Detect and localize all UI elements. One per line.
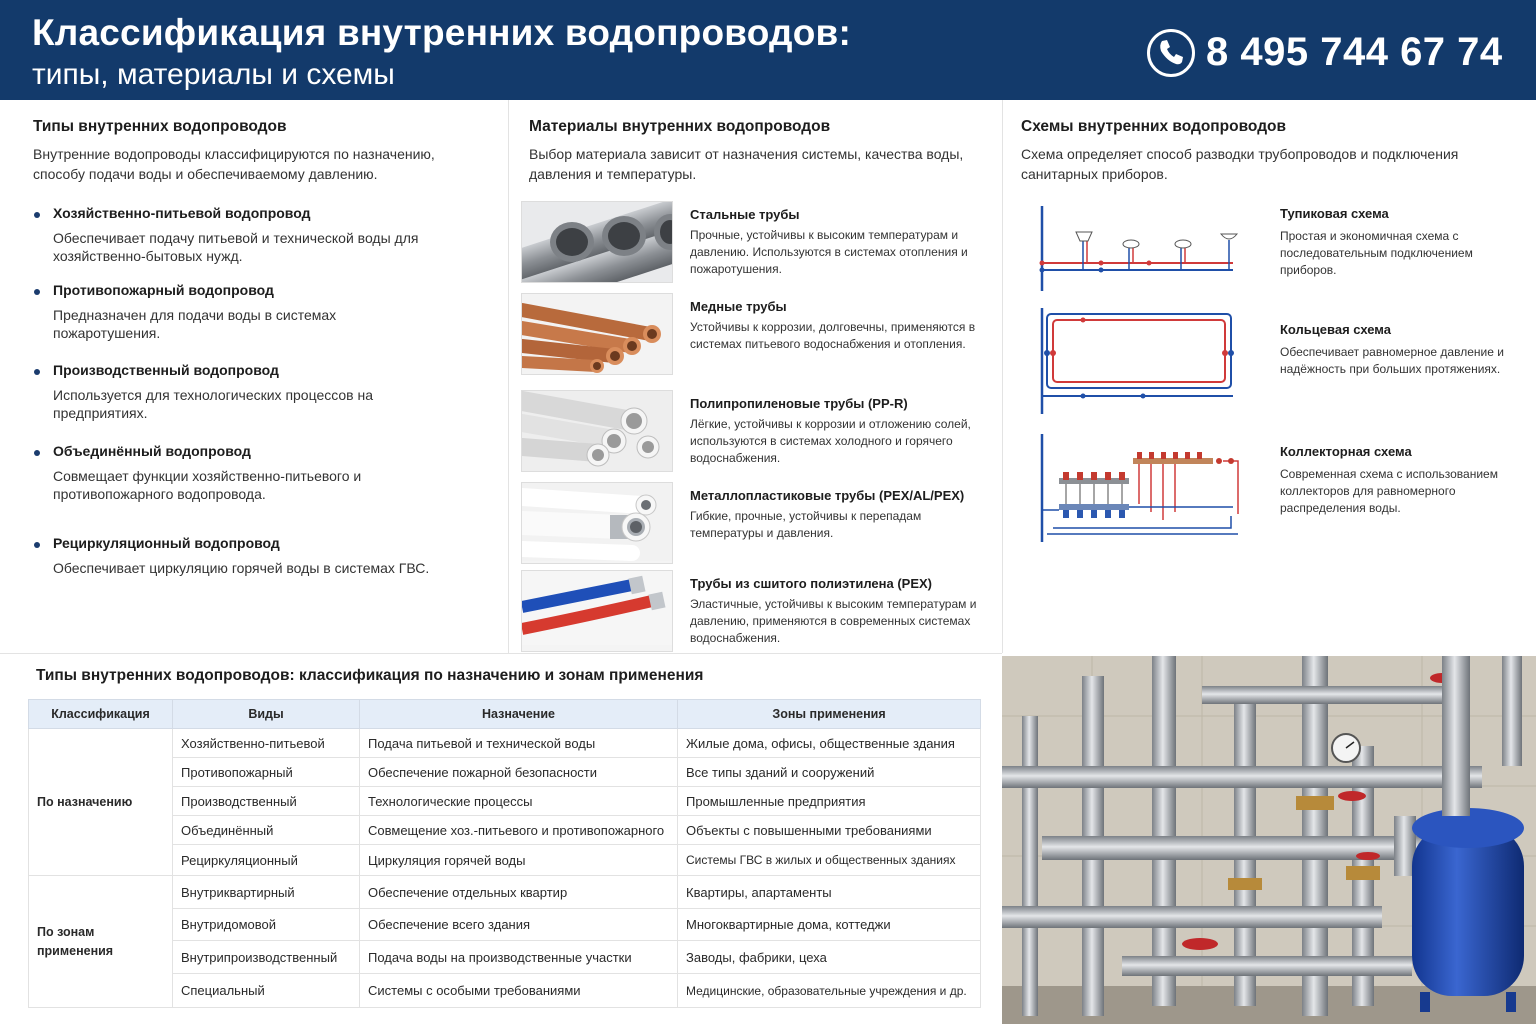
type-name: Противопожарный водопровод xyxy=(53,282,274,298)
schemes-section-intro: Схема определяет способ разводки трубопроводов и подключения санитарных приборов. xyxy=(1021,146,1459,182)
material-name: Стальные трубы xyxy=(690,207,800,222)
table-cell: Подача питьевой и технической воды xyxy=(360,729,678,758)
phone-icon xyxy=(1146,28,1196,78)
type-desc: Обеспечивает подачу питьевой и технической воды для хозяйственно-бытовых нужд. xyxy=(53,230,419,264)
type-name: Рециркуляционный водопровод xyxy=(53,535,280,551)
material-desc: Гибкие, прочные, устойчивы к перепадам температуры и давления. xyxy=(690,509,922,540)
classification-table xyxy=(28,699,981,1008)
material-item xyxy=(521,201,991,285)
copper-pipes-image xyxy=(521,293,673,375)
group-label: По зонам применения xyxy=(29,876,173,1008)
table-cell: Объединённый xyxy=(173,816,360,845)
collector-scheme-diagram xyxy=(1033,434,1245,544)
table-cell: Системы с особыми требованиями xyxy=(360,974,678,1008)
table-cell: Многоквартирные дома, коттеджи xyxy=(678,909,981,941)
steel-pipes-image xyxy=(521,201,673,283)
materials-section-intro: Выбор материала зависит от назначения системы, качества воды, давления и температуры. xyxy=(529,146,964,182)
table-cell: Медицинские, образовательные учреждения и др. xyxy=(678,974,981,1008)
table-row xyxy=(29,729,981,758)
material-name: Медные трубы xyxy=(690,299,787,314)
types-section-title: Типы внутренних водопроводов xyxy=(33,118,287,135)
bullet-icon xyxy=(34,212,40,218)
type-desc: Совмещает функции хозяйственно-питьевого и противопожарного водопровода. xyxy=(53,468,362,502)
table-cell: Хозяйственно-питьевой xyxy=(173,729,360,758)
bullet-icon xyxy=(34,450,40,456)
type-desc: Обеспечивает циркуляцию горячей воды в системах ГВС. xyxy=(53,560,430,576)
table-cell: Внутриквартирный xyxy=(173,876,360,909)
types-section xyxy=(0,100,508,653)
page-title: Классификация внутренних водопроводов: xyxy=(32,12,851,53)
table-cell: Рециркуляционный xyxy=(173,845,360,876)
scheme-name: Коллекторная схема xyxy=(1280,444,1412,459)
table-cell: Противопожарный xyxy=(173,758,360,787)
type-name: Хозяйственно-питьевой водопровод xyxy=(53,205,311,221)
table-cell: Специальный xyxy=(173,974,360,1008)
scheme-desc: Современная схема с использованием коллекторов для равномерного распределения воды. xyxy=(1280,467,1498,515)
column-header: Виды xyxy=(173,700,360,729)
polypropylene-pipes-image xyxy=(521,390,673,472)
material-name: Полипропиленовые трубы (PP-R) xyxy=(690,396,908,411)
table-cell: Все типы зданий и сооружений xyxy=(678,758,981,787)
table-cell: Промышленные предприятия xyxy=(678,787,981,816)
scheme-desc: Обеспечивает равномерное давление и надёжность при больших протяжениях. xyxy=(1280,345,1504,376)
type-name: Объединённый водопровод xyxy=(53,443,251,459)
scheme-name: Кольцевая схема xyxy=(1280,322,1391,337)
metal-plastic-pipes-image xyxy=(521,482,673,564)
table-cell: Жилые дома, офисы, общественные здания xyxy=(678,729,981,758)
materials-section xyxy=(508,100,1002,653)
material-desc: Прочные, устойчивы к высоким температурам и давлению. Используются в системах отопления и пожаротушения. xyxy=(690,228,968,276)
materials-section-title: Материалы внутренних водопроводов xyxy=(529,118,831,135)
material-desc: Устойчивы к коррозии, долговечны, применяются в системах питьевого водоснабжения и отопления. xyxy=(690,320,976,351)
material-name: Металлопластиковые трубы (PEX/AL/PEX) xyxy=(690,488,965,503)
group-label: По назначению xyxy=(29,729,173,876)
material-item xyxy=(521,570,991,654)
column-header: Классификация xyxy=(29,700,173,729)
table-cell: Внутридомовой xyxy=(173,909,360,941)
material-name: Трубы из сшитого полиэтилена (PEX) xyxy=(690,576,933,591)
table-cell: Системы ГВС в жилых и общественных зданиях xyxy=(678,845,981,876)
table-cell: Обеспечение всего здания xyxy=(360,909,678,941)
scheme-name: Тупиковая схема xyxy=(1280,206,1389,221)
bullet-icon xyxy=(34,542,40,548)
table-cell: Обеспечение отдельных квартир xyxy=(360,876,678,909)
boiler-room-photo xyxy=(1002,656,1536,1024)
column-header: Назначение xyxy=(360,700,678,729)
types-section-intro: Внутренние водопроводы классифицируются по назначению, способу подачи воды и обеспечиваемому давлению. xyxy=(33,146,435,182)
table-title: Типы внутренних водопроводов: классификация по назначению и зонам применения xyxy=(36,667,704,684)
table-cell: Квартиры, апартаменты xyxy=(678,876,981,909)
table-cell: Подача воды на производственные участки xyxy=(360,941,678,974)
type-desc: Используется для технологических процессов на предприятиях. xyxy=(53,387,374,421)
schemes-section-title: Схемы внутренних водопроводов xyxy=(1021,118,1287,135)
page-subtitle: типы, материалы и схемы xyxy=(32,58,395,91)
table-cell: Внутрипроизводственный xyxy=(173,941,360,974)
classification-table-section xyxy=(0,653,1002,1024)
schemes-section xyxy=(1002,100,1536,653)
table-cell: Объекты с повышенными требованиями xyxy=(678,816,981,845)
material-item xyxy=(521,482,991,566)
type-name: Производственный водопровод xyxy=(53,362,279,378)
table-cell: Обеспечение пожарной безопасности xyxy=(360,758,678,787)
table-cell: Производственный xyxy=(173,787,360,816)
bullet-icon xyxy=(34,289,40,295)
type-desc: Предназначен для подачи воды в системах пожаротушения. xyxy=(53,307,337,341)
material-desc: Лёгкие, устойчивы к коррозии и отложению солей, используются в системах холодного и горячего водоснабжения. xyxy=(690,417,971,465)
page-header xyxy=(0,0,1536,100)
table-cell: Циркуляция горячей воды xyxy=(360,845,678,876)
material-item xyxy=(521,390,991,474)
table-cell: Технологические процессы xyxy=(360,787,678,816)
bullet-icon xyxy=(34,369,40,375)
material-item xyxy=(521,293,991,377)
table-cell: Совмещение хоз.-питьевого и противопожарного xyxy=(360,816,678,845)
table-header-row xyxy=(29,700,981,729)
table-cell: Заводы, фабрики, цеха xyxy=(678,941,981,974)
table-row xyxy=(29,876,981,909)
ring-scheme-diagram xyxy=(1033,308,1245,418)
pex-pipes-image xyxy=(521,570,673,652)
material-desc: Эластичные, устойчивы к высоким температурам и давлению, применяются в современных системах водоснабжения. xyxy=(690,597,977,645)
phone-number[interactable]: 8 495 744 67 74 xyxy=(1206,30,1503,74)
scheme-desc: Простая и экономичная схема с последовательным подключением приборов. xyxy=(1280,229,1473,277)
column-header: Зоны применения xyxy=(678,700,981,729)
dead-end-scheme-diagram xyxy=(1033,206,1245,306)
